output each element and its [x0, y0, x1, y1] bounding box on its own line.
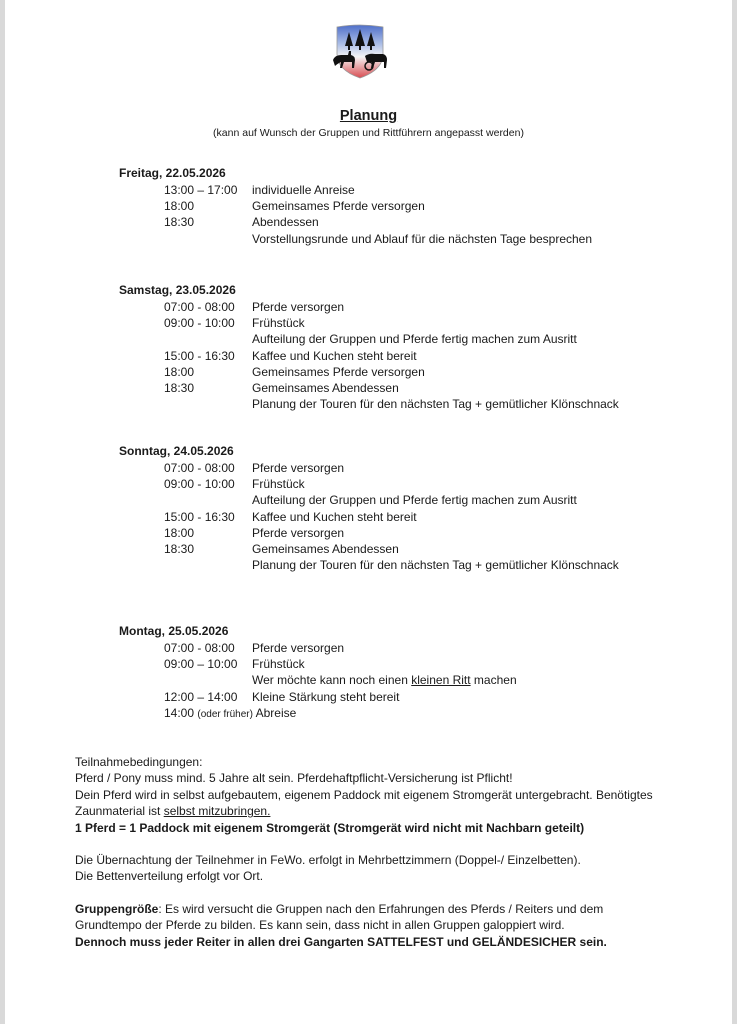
- schedule-row: [119, 557, 619, 573]
- schedule-desc: Gemeinsames Abendessen: [252, 380, 399, 395]
- schedule-row: [119, 689, 400, 705]
- schedule-time: 18:00: [164, 364, 195, 379]
- schedule-row: [119, 380, 399, 396]
- schedule-desc: Kleine Stärkung steht bereit: [252, 689, 400, 704]
- schedule-row: [119, 640, 345, 656]
- schedule-time: 09:00 – 10:00: [164, 657, 238, 672]
- schedule-desc: Pferde versorgen: [252, 525, 345, 540]
- conditions-underlined: selbst mitzubringen.: [163, 804, 271, 819]
- schedule-row: [119, 331, 577, 347]
- schedule-row: [119, 525, 345, 541]
- conditions-line: [75, 803, 695, 819]
- schedule-desc: Kaffee und Kuchen steht bereit: [252, 509, 417, 524]
- schedule-time-with-note: [164, 705, 296, 723]
- schedule-row: [119, 348, 417, 364]
- group-label: Gruppengröße: [75, 901, 159, 916]
- schedule-desc-post: machen: [470, 673, 517, 688]
- schedule-time: 18:30: [164, 380, 195, 395]
- schedule-row: [119, 460, 345, 476]
- schedule-row: [119, 299, 345, 315]
- schedule-row: [119, 364, 425, 380]
- schedule-time: 13:00 – 17:00: [164, 183, 238, 197]
- schedule-desc: [252, 672, 517, 688]
- conditions-section: [75, 754, 695, 950]
- schedule-desc: Planung der Touren für den nächsten Tag + gemütlicher Klönschnack: [252, 397, 619, 412]
- schedule-time: 18:00: [164, 199, 195, 214]
- day-monday: [119, 623, 517, 721]
- schedule-time: 18:30: [164, 215, 195, 230]
- schedule-row: [119, 656, 305, 672]
- page-edge-right: [732, 0, 737, 1024]
- schedule-row: [119, 492, 577, 508]
- schedule-time: 07:00 - 08:00: [164, 300, 235, 314]
- schedule-row: [119, 705, 297, 721]
- conditions-heading: Teilnahmebedingungen:: [75, 755, 203, 769]
- day-heading: Freitag, 22.05.2026: [119, 166, 226, 180]
- day-heading: Samstag, 23.05.2026: [119, 283, 236, 297]
- lodging-line: Die Bettenverteilung erfolgt vor Ort.: [75, 869, 264, 884]
- conditions-line: Pferd / Pony muss mind. 5 Jahre alt sein. Pferdehaftpflicht-Versicherung ist Pflicht!: [75, 771, 513, 786]
- day-heading: Montag, 25.05.2026: [119, 624, 229, 638]
- conditions-rule: 1 Pferd = 1 Paddock mit eigenem Stromgerät (Stromgerät wird nicht mit Nachbarn geteilt): [75, 820, 585, 835]
- schedule-desc: Frühstück: [252, 477, 305, 492]
- schedule-desc: Pferde versorgen: [252, 641, 345, 655]
- schedule-time: 18:00: [164, 525, 195, 540]
- schedule-desc-underlined: kleinen Ritt: [411, 673, 471, 688]
- day-heading: Sonntag, 24.05.2026: [119, 444, 234, 458]
- lodging-line: Die Übernachtung der Teilnehmer in FeWo. erfolgt in Mehrbettzimmern (Doppel-/ Einzelbetten).: [75, 852, 581, 867]
- schedule-row: [119, 476, 305, 492]
- schedule-desc: Pferde versorgen: [252, 461, 345, 475]
- group-line: [75, 901, 695, 917]
- schedule-time: 07:00 - 08:00: [164, 461, 235, 475]
- schedule-desc: Aufteilung der Gruppen und Pferde fertig machen zum Ausritt: [252, 332, 577, 347]
- schedule-time: 12:00 – 14:00: [164, 689, 238, 704]
- day-sunday: [119, 443, 619, 573]
- schedule-row: [119, 672, 517, 688]
- group-line: Grundtempo der Pferde zu bilden. Es kann sein, dass nicht in allen Gruppen galoppiert wird.: [75, 918, 565, 933]
- schedule-desc: Abreise: [255, 705, 297, 720]
- schedule-desc: Frühstück: [252, 657, 305, 672]
- day-friday: [119, 165, 593, 247]
- schedule-row: [119, 231, 593, 247]
- page-edge-left: [0, 0, 5, 1024]
- group-requirement: Dennoch muss jeder Reiter in allen drei Gangarten SATTELFEST und GELÄNDESICHER sein.: [75, 934, 607, 949]
- spacer: [75, 836, 695, 852]
- club-crest-icon: [329, 24, 391, 80]
- schedule-time: 15:00 - 16:30: [164, 509, 235, 524]
- schedule-desc: Abendessen: [252, 215, 319, 230]
- page-subtitle: (kann auf Wunsch der Gruppen und Rittführern angepasst werden): [213, 127, 524, 139]
- group-text: : Es wird versucht die Gruppen nach den Erfahrungen des Pferds / Reiters und dem: [158, 901, 604, 916]
- schedule-time: 18:30: [164, 541, 195, 556]
- schedule-desc: Gemeinsames Pferde versorgen: [252, 199, 425, 214]
- schedule-time: 07:00 - 08:00: [164, 641, 235, 655]
- spacer: [75, 885, 695, 901]
- schedule-row: [119, 315, 305, 331]
- schedule-desc: Vorstellungsrunde und Ablauf für die nächsten Tage besprechen: [252, 231, 593, 246]
- schedule-row: [119, 541, 399, 557]
- schedule-desc: Planung der Touren für den nächsten Tag + gemütlicher Klönschnack: [252, 558, 619, 573]
- schedule-desc: Frühstück: [252, 316, 305, 331]
- schedule-row: [119, 182, 355, 198]
- schedule-time-note: (oder früher): [197, 708, 253, 720]
- schedule-desc: individuelle Anreise: [252, 183, 355, 197]
- schedule-time: 09:00 - 10:00: [164, 477, 235, 492]
- day-saturday: [119, 282, 619, 412]
- schedule-desc: Gemeinsames Pferde versorgen: [252, 364, 425, 379]
- schedule-desc: Pferde versorgen: [252, 300, 345, 314]
- schedule-row: [119, 396, 619, 412]
- schedule-row: [119, 509, 417, 525]
- schedule-desc: Gemeinsames Abendessen: [252, 541, 399, 556]
- schedule-time: 09:00 - 10:00: [164, 316, 235, 331]
- schedule-time: 14:00: [164, 705, 195, 720]
- schedule-row: [119, 214, 319, 230]
- conditions-line: Dein Pferd wird in selbst aufgebautem, eigenem Paddock mit eigenem Stromgerät untergebracht. Benötigtes: [75, 787, 653, 802]
- schedule-desc: Kaffee und Kuchen steht bereit: [252, 348, 417, 363]
- schedule-time: 15:00 - 16:30: [164, 348, 235, 363]
- schedule-row: [119, 198, 425, 214]
- page-title: Planung: [339, 108, 398, 124]
- conditions-text: Zaunmaterial ist: [75, 804, 164, 819]
- schedule-desc-pre: Wer möchte kann noch einen: [252, 673, 412, 688]
- schedule-desc: Aufteilung der Gruppen und Pferde fertig machen zum Ausritt: [252, 493, 577, 508]
